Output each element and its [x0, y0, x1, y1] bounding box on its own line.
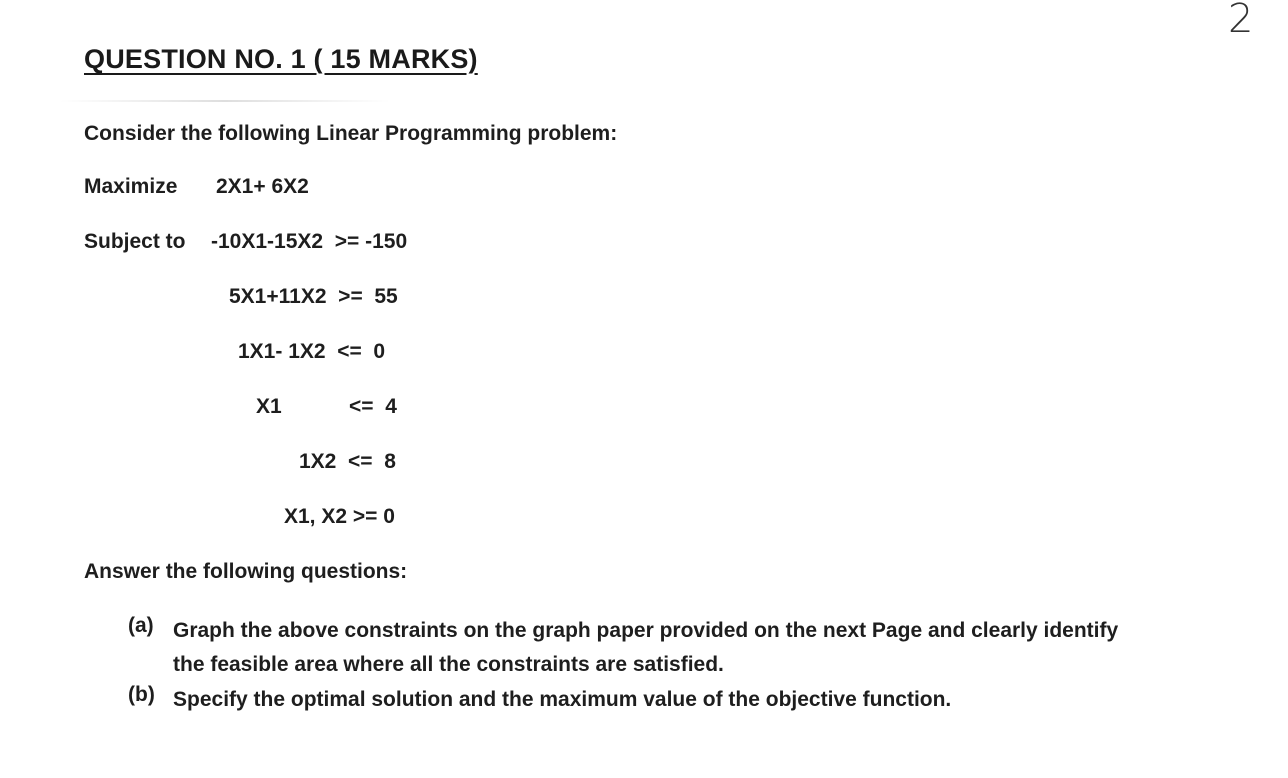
answer-prompt: Answer the following questions: [84, 560, 408, 583]
question-heading: QUESTION NO. 1 ( 15 MARKS) [84, 44, 478, 74]
scan-artifact-line [60, 100, 390, 102]
objective-label: Maximize [84, 175, 178, 198]
subject-to-label: Subject to [84, 230, 186, 253]
constraint-3: 1X1- 1X2 <= 0 [238, 340, 386, 363]
page-number: 2 [1228, 0, 1254, 42]
question-b-line-1: Specify the optimal solution and the maximum value of the objective function. [173, 688, 952, 711]
question-a-letter: (a) [128, 614, 154, 637]
constraint-1: -10X1-15X2 >= -150 [211, 230, 408, 253]
intro-text: Consider the following Linear Programming problem: [84, 122, 618, 145]
constraint-5: 1X2 <= 8 [299, 450, 396, 473]
question-b-letter: (b) [128, 683, 155, 706]
question-a-line-1: Graph the above constraints on the graph paper provided on the next Page and clearly identify [173, 619, 1119, 642]
constraint-nonnegativity: X1, X2 >= 0 [284, 505, 395, 528]
constraint-4-rhs: <= 4 [349, 395, 397, 418]
constraint-4-lhs: X1 [256, 395, 282, 418]
objective-expression: 2X1+ 6X2 [216, 175, 309, 198]
constraint-2: 5X1+11X2 >= 55 [229, 285, 398, 308]
question-a-line-2: the feasible area where all the constraints are satisfied. [173, 653, 724, 676]
